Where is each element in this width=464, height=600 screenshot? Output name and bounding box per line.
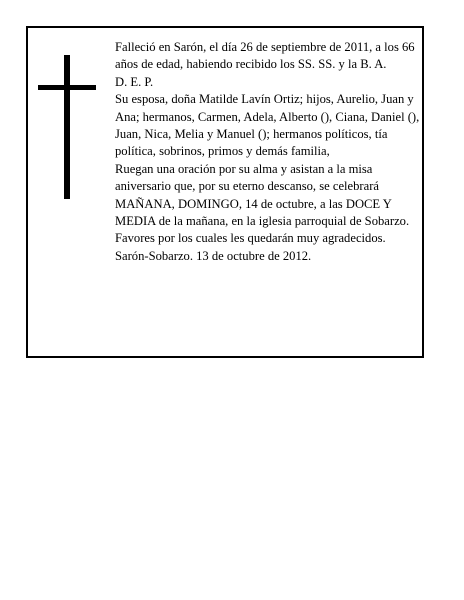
death-announcement: Falleció en Sarón, el día 26 de septiembre de 2011, a los 66 años de edad, habiendo recibido los SS. SS. y la B. A. [115, 40, 415, 72]
mass-invitation: Ruegan una oración por su alma y asistan a la misa aniversario que, por su eterno descanso, se celebrará MAÑANA, DOMINGO, 14 de octubre, a las DOCE Y MEDIA de la mañana, en la iglesia parroquial de Sobarzo. Favores por los cuales les quedarán muy agradecidos. [115, 161, 410, 246]
cross-horizontal-bar [38, 85, 96, 90]
family-list: Su esposa, doña Matilde Lavín Ortiz; hijos, Aurelio, Juan y Ana; hermanos, Carmen, Adela, Alberto (), Ciana, Daniel (), Juan, Nica, Melia y Manuel (); hermanos políticos, tía política, sobrinos, primos y demás familia, [115, 92, 420, 159]
rip-line: D. E. P. [115, 74, 154, 89]
notice-text [115, 39, 421, 265]
cross-icon [38, 55, 98, 199]
obituary-notice [26, 26, 424, 358]
cross-vertical-bar [64, 55, 70, 199]
place-date-line: Sarón-Sobarzo. 13 de octubre de 2012. [115, 248, 312, 263]
